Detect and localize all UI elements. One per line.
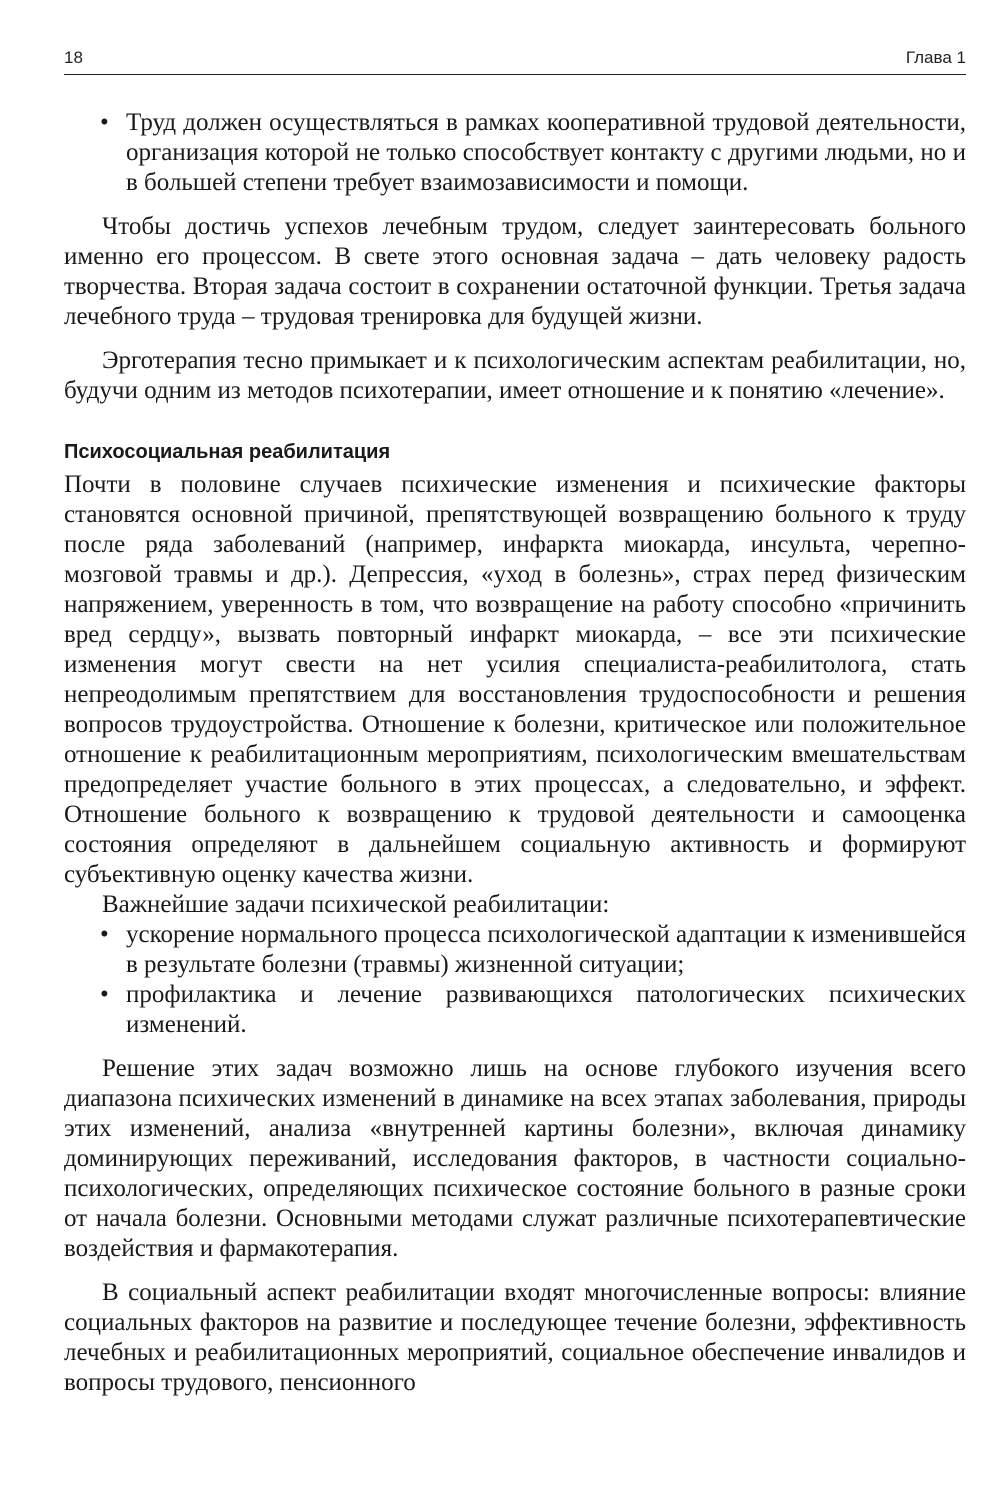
paragraph: Решение этих задач возможно лишь на основе глубокого изучения всего диапазона психических изменений в динамике на всех этапах заболевания, природы этих изменений, анализа «внутренней картины болезни», включая динамику доминирующих переживаний, исследования факторов, в частности социально-психологических, определяющих психическое состояние больного в разные сроки от начала болезни. Основными методами служат различные психотерапевтические воздействия и фармакотерапия.	[64, 1055, 966, 1262]
paragraph: Эрготерапия тесно примыкает и к психологическим аспектам реабилитации, но, будучи одним из методов психотерапии, имеет отношение и к понятию «лечение».	[64, 347, 966, 404]
bullet-item: • Труд должен осуществляться в рамках кооперативной трудовой деятельности, организация которой не только способствует контакту с другими людьми, но и в большей степени требует взаимозависимости и помощи.	[64, 108, 966, 198]
paragraph: Чтобы достичь успехов лечебным трудом, следует заинтересовать больного именно его процессом. В свете этого основная задача – дать человеку радость творчества. Вторая задача состоит в сохранении остаточной функции. Третья задача лечебного труда – трудовая тренировка для будущей жизни.	[64, 213, 966, 330]
running-header	[64, 46, 966, 75]
paragraph: Почти в половине случаев психические изменения и психические факторы становятся основной причиной, препятствующей возвращению больного к труду после ряда заболеваний (например, инфаркта миокарда, инсульта, черепно-мозговой травмы и др.). Депрессия, «уход в болезнь», страх перед физическим напряжением, уверенность в том, что возвращение на работу способно «причинить вред сердцу», вызвать повторный инфаркт миокарда, – все эти психические изменения могут свести на нет усилия специалиста-реабилитолога, стать непреодолимым препятствием для восстановления трудоспособности и решения вопросов трудоустройства. Отношение к болезни, критическое или положительное отношение к реабилитационным мероприятиям, психологическим вмешательствам предопределяет участие больного в этих процессах, а следовательно, и эффект. Отношение больного к возвращению к трудовой деятельности и самооценка состояния определяют в дальнейшем социальную активность и формируют субъективную оценку качества жизни.	[64, 471, 966, 888]
page-body	[64, 108, 966, 1398]
page-number: 18	[64, 48, 83, 67]
bullet-item: • профилактика и лечение развивающихся патологических психических изменений.	[64, 980, 966, 1040]
bullet-item: • ускорение нормального процесса психологической адаптации к изменившейся в результате болезни (травмы) жизненной ситуации;	[64, 920, 966, 980]
section-heading: Психосоциальная реабилитация	[64, 441, 391, 463]
paragraph: В социальный аспект реабилитации входят многочисленные вопросы: влияние социальных факторов на развитие и последующее течение болезни, эффективность лечебных и реабилитационных мероприятий, социальное обеспечение инвалидов и вопросы трудового, пенсионного	[64, 1279, 966, 1396]
chapter-label: Глава 1	[905, 48, 966, 67]
tasks-intro: Важнейшие задачи психической реабилитации:	[102, 891, 610, 918]
